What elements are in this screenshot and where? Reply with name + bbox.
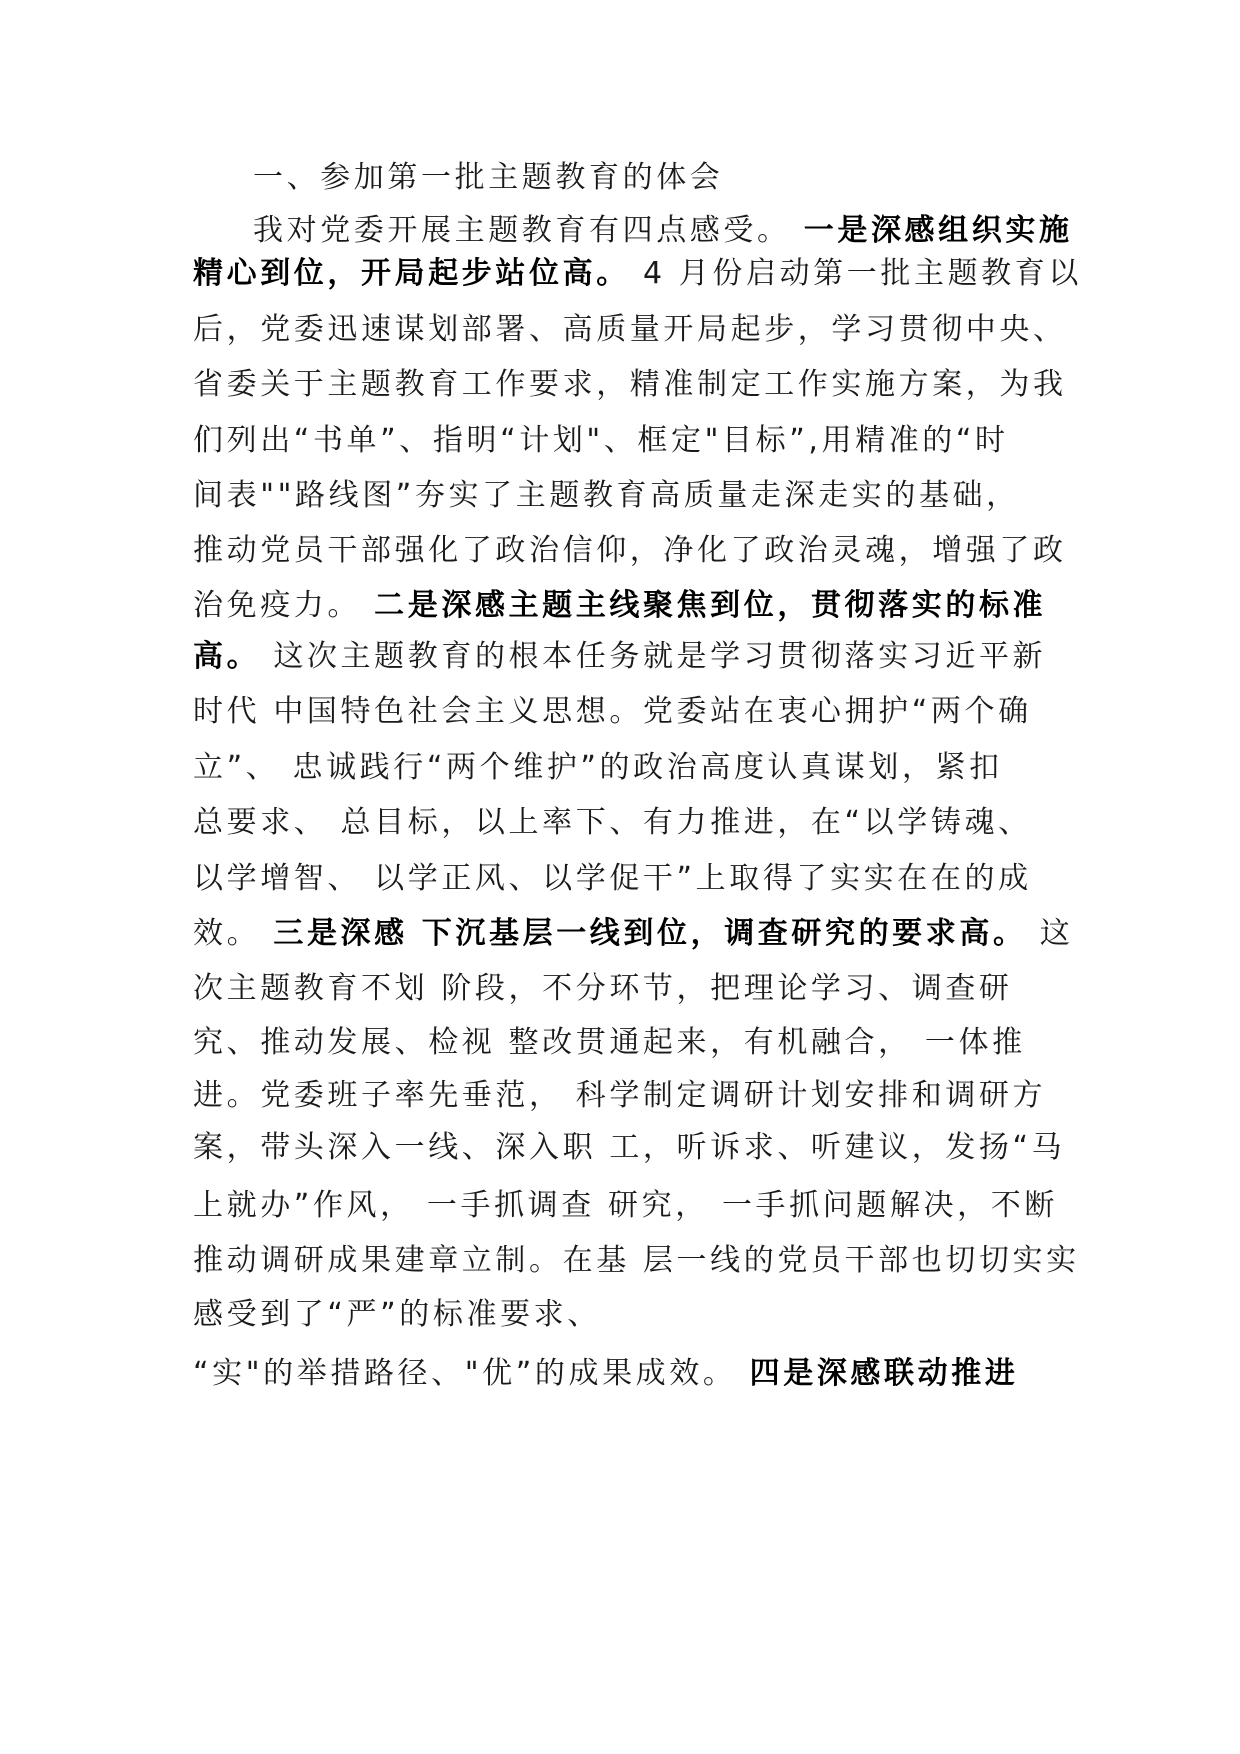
- text-line: [193, 1178, 1073, 1234]
- text-line: [193, 302, 1073, 358]
- text-run: 间表""路线图”夯实了主题教育高质量走深走实的基础，: [193, 478, 1020, 513]
- text-line: [193, 1346, 1073, 1402]
- text-line: [193, 468, 1073, 524]
- text-run: 立”、 忠诚践行“两个维护”的政治高度认真谋划，紧扣: [193, 750, 1003, 785]
- text-line: [193, 684, 1073, 740]
- text-line: [193, 578, 1073, 634]
- text-run: 进。党委班子率先垂范， 科学制定调研计划安排和调研方: [193, 1078, 1047, 1113]
- text-line: [193, 1287, 1073, 1343]
- text-run: 后，党委迅速谋划部署、高质量开局起步，学习贯彻中央、: [193, 312, 1067, 347]
- text-line: [193, 961, 1073, 1017]
- text-run: 上就办”作风， 一手抓调查 研究， 一手抓问题解决，不断: [193, 1188, 1058, 1223]
- text-run: 我对党委开展主题教育有四点感受。: [253, 213, 804, 248]
- text-run: 以学增智、 以学正风、以学促干”上取得了实实在在的成: [193, 861, 1032, 896]
- text-run: 这次主题教育的根本任务就是学习贯彻落实习近平新: [260, 639, 1047, 674]
- text-line: [193, 1015, 1073, 1071]
- text-run: 究、推动发展、检视 整改贯通起来，有机融合， 一体推: [193, 1025, 1026, 1060]
- text-line: [193, 851, 1073, 907]
- text-line: [193, 1120, 1073, 1176]
- text-run: 们列出“书单”、指明“计划"、框定"目标”,用精准的“时: [193, 423, 1009, 458]
- text-run: 推动调研成果建章立制。在基 层一线的党员干部也切切实实: [193, 1243, 1080, 1278]
- text-line: [193, 246, 1082, 302]
- text-line: [193, 1068, 1073, 1124]
- text-run: 省委关于主题教育工作要求，精准制定工作实施方案，为我: [193, 367, 1067, 402]
- text-line: [193, 795, 1073, 851]
- bold-text: 三是深感 下沉基层一线到位，调查研究的要求高。: [273, 916, 1027, 951]
- text-line: [193, 413, 1073, 469]
- bold-text: 高。: [193, 639, 261, 674]
- bold-text: 精心到位，开局起步站位高。: [193, 256, 630, 291]
- text-run: 治免疫力。: [193, 588, 375, 623]
- bold-text: 一是深感组织实施: [803, 213, 1073, 248]
- text-line: [193, 740, 1073, 796]
- text-run: “实"的举措路径、"优”的成果成效。: [193, 1356, 750, 1391]
- bold-text: 四是深感联动推进: [749, 1356, 1019, 1391]
- text-run: 推动党员干部强化了政治信仰，净化了政治灵魂，增强了政: [193, 533, 1067, 568]
- text-line: [193, 1233, 1080, 1289]
- text-run: 这: [1026, 916, 1074, 951]
- text-run: 总要求、 总目标，以上率下、有力推进，在“以学铸魂、: [193, 805, 1032, 840]
- bold-text: 二是深感主题主线聚焦到位，贯彻落实的标准: [374, 588, 1047, 623]
- text-run: 4 月份启动第一批主题教育以: [629, 256, 1082, 291]
- text-run: 感受到了“严”的标准要求、: [193, 1297, 601, 1332]
- text-run: 案，带头深入一线、深入职 工，听诉求、听建议，发扬“马: [193, 1130, 1066, 1165]
- text-run: 时代 中国特色社会主义思想。党委站在衷心拥护“两个确: [193, 694, 1032, 729]
- section-heading: 一、参加第一批主题教育的体会: [253, 160, 724, 195]
- text-line: [193, 523, 1073, 579]
- text-run: 效。: [193, 916, 274, 951]
- text-line: [193, 357, 1073, 413]
- text-line: [193, 629, 1073, 685]
- text-run: 次主题教育不划 阶段，不分环节，把理论学习、调查研: [193, 971, 1013, 1006]
- text-line: [193, 906, 1073, 962]
